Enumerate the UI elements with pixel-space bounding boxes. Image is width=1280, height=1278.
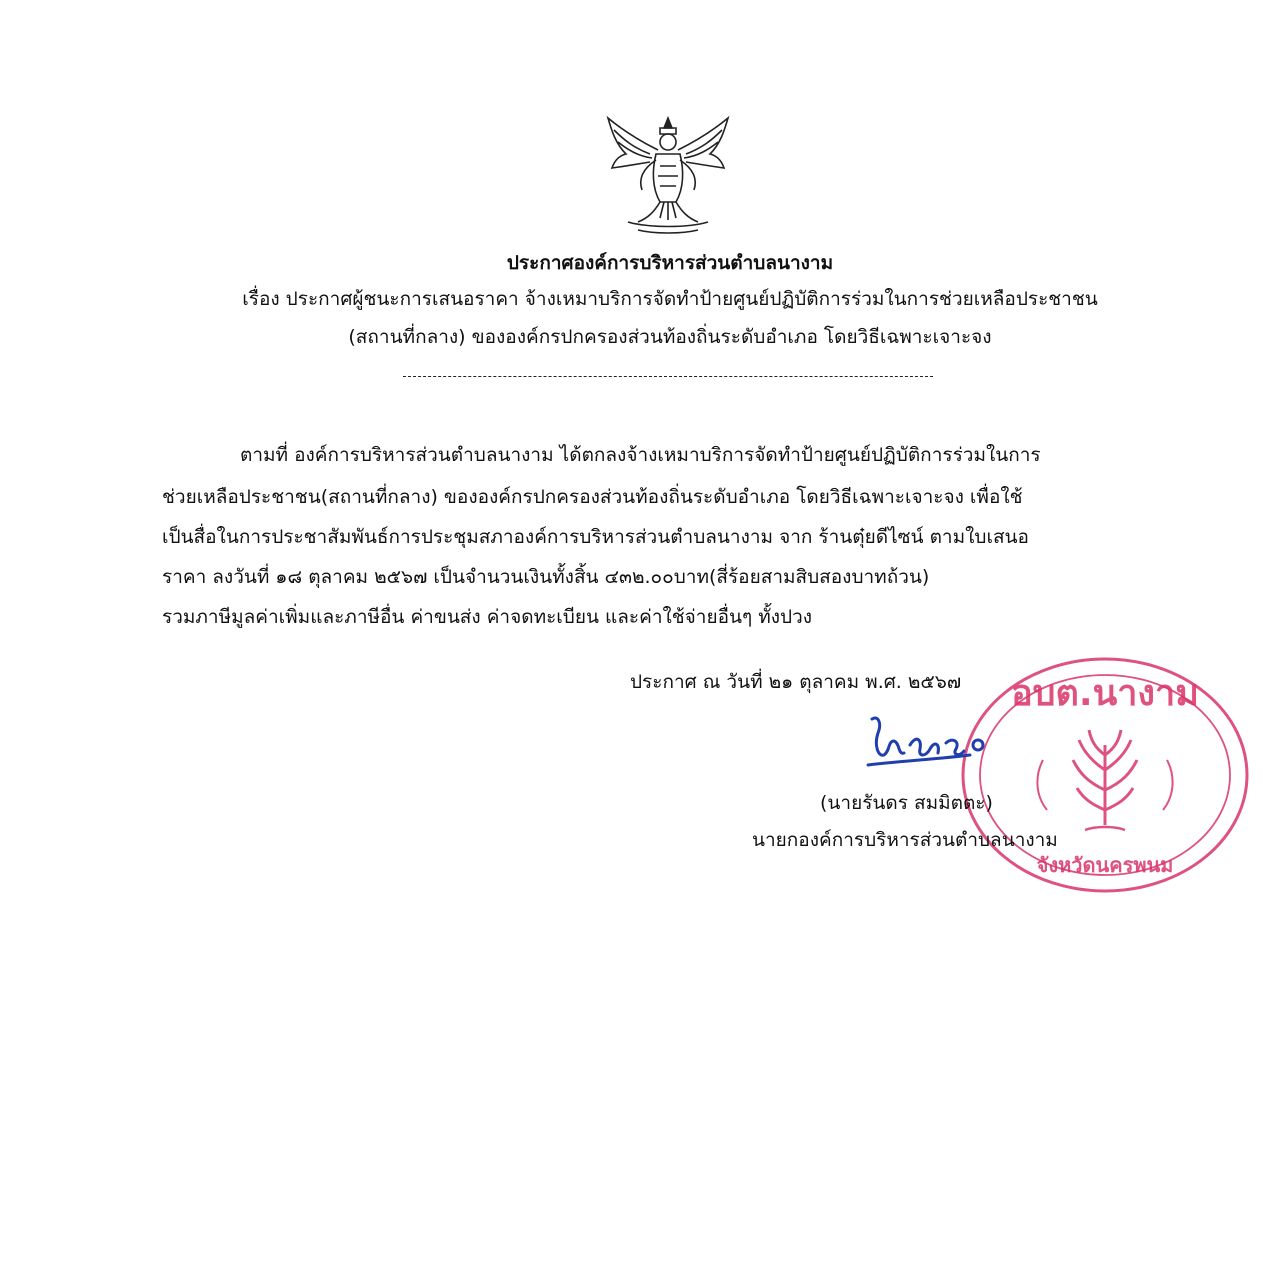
subject-line-2: (สถานที่กลาง) ขององค์กรปกครองส่วนท้องถิ่นระดับอำเภอ โดยวิธีเฉพาะเจาะจง xyxy=(348,326,992,348)
svg-text:จังหวัดนครพนม: จังหวัดนครพนม xyxy=(1036,853,1174,877)
svg-text:อบต.นางาม: อบต.นางาม xyxy=(1011,673,1199,714)
signer-position: นายกองค์การบริหารส่วนตำบลนางาม xyxy=(752,829,1058,851)
document-title: ประกาศองค์การบริหารส่วนตำบลนางาม xyxy=(506,252,834,274)
body-line-3: เป็นสื่อในการประชาสัมพันธ์การประชุมสภาองค์การบริหารส่วนตำบลนางาม จาก ร้านตุ๋ยดีไซน์ ตามใบเสนอ xyxy=(162,526,1029,548)
official-stamp-icon xyxy=(955,650,1255,900)
signer-name: (นายรันดร สมมิตตะ) xyxy=(820,792,993,814)
body-line-2: ช่วยเหลือประชาชน(สถานที่กลาง) ขององค์กรปกครองส่วนท้องถิ่นระดับอำเภอ โดยวิธีเฉพาะเจาะจง เพื่อใช้ xyxy=(162,486,1023,508)
subject-line-1: เรื่อง ประกาศผู้ชนะการเสนอราคา จ้างเหมาบริการจัดทำป้ายศูนย์ปฏิบัติการร่วมในการช่วยเหลือประชาชน xyxy=(242,288,1098,310)
body-line-1: ตามที่ องค์การบริหารส่วนตำบลนางาม ได้ตกลงจ้างเหมาบริการจัดทำป้ายศูนย์ปฏิบัติการร่วมในการ xyxy=(240,444,1041,466)
signature-icon xyxy=(860,705,1000,780)
garuda-emblem-icon xyxy=(598,110,738,240)
announcement-date: ประกาศ ณ วันที่ ๒๑ ตุลาคม พ.ศ. ๒๕๖๗ xyxy=(630,671,962,693)
separator-rule xyxy=(403,376,933,377)
body-line-5: รวมภาษีมูลค่าเพิ่มและภาษีอื่น ค่าขนส่ง ค่าจดทะเบียน และค่าใช้จ่ายอื่นๆ ทั้งปวง xyxy=(162,606,813,628)
body-line-4: ราคา ลงวันที่ ๑๘ ตุลาคม ๒๕๖๗ เป็นจำนวนเงินทั้งสิ้น ๔๓๒.๐๐บาท(สี่ร้อยสามสิบสองบาทถ้วน) xyxy=(162,566,930,588)
